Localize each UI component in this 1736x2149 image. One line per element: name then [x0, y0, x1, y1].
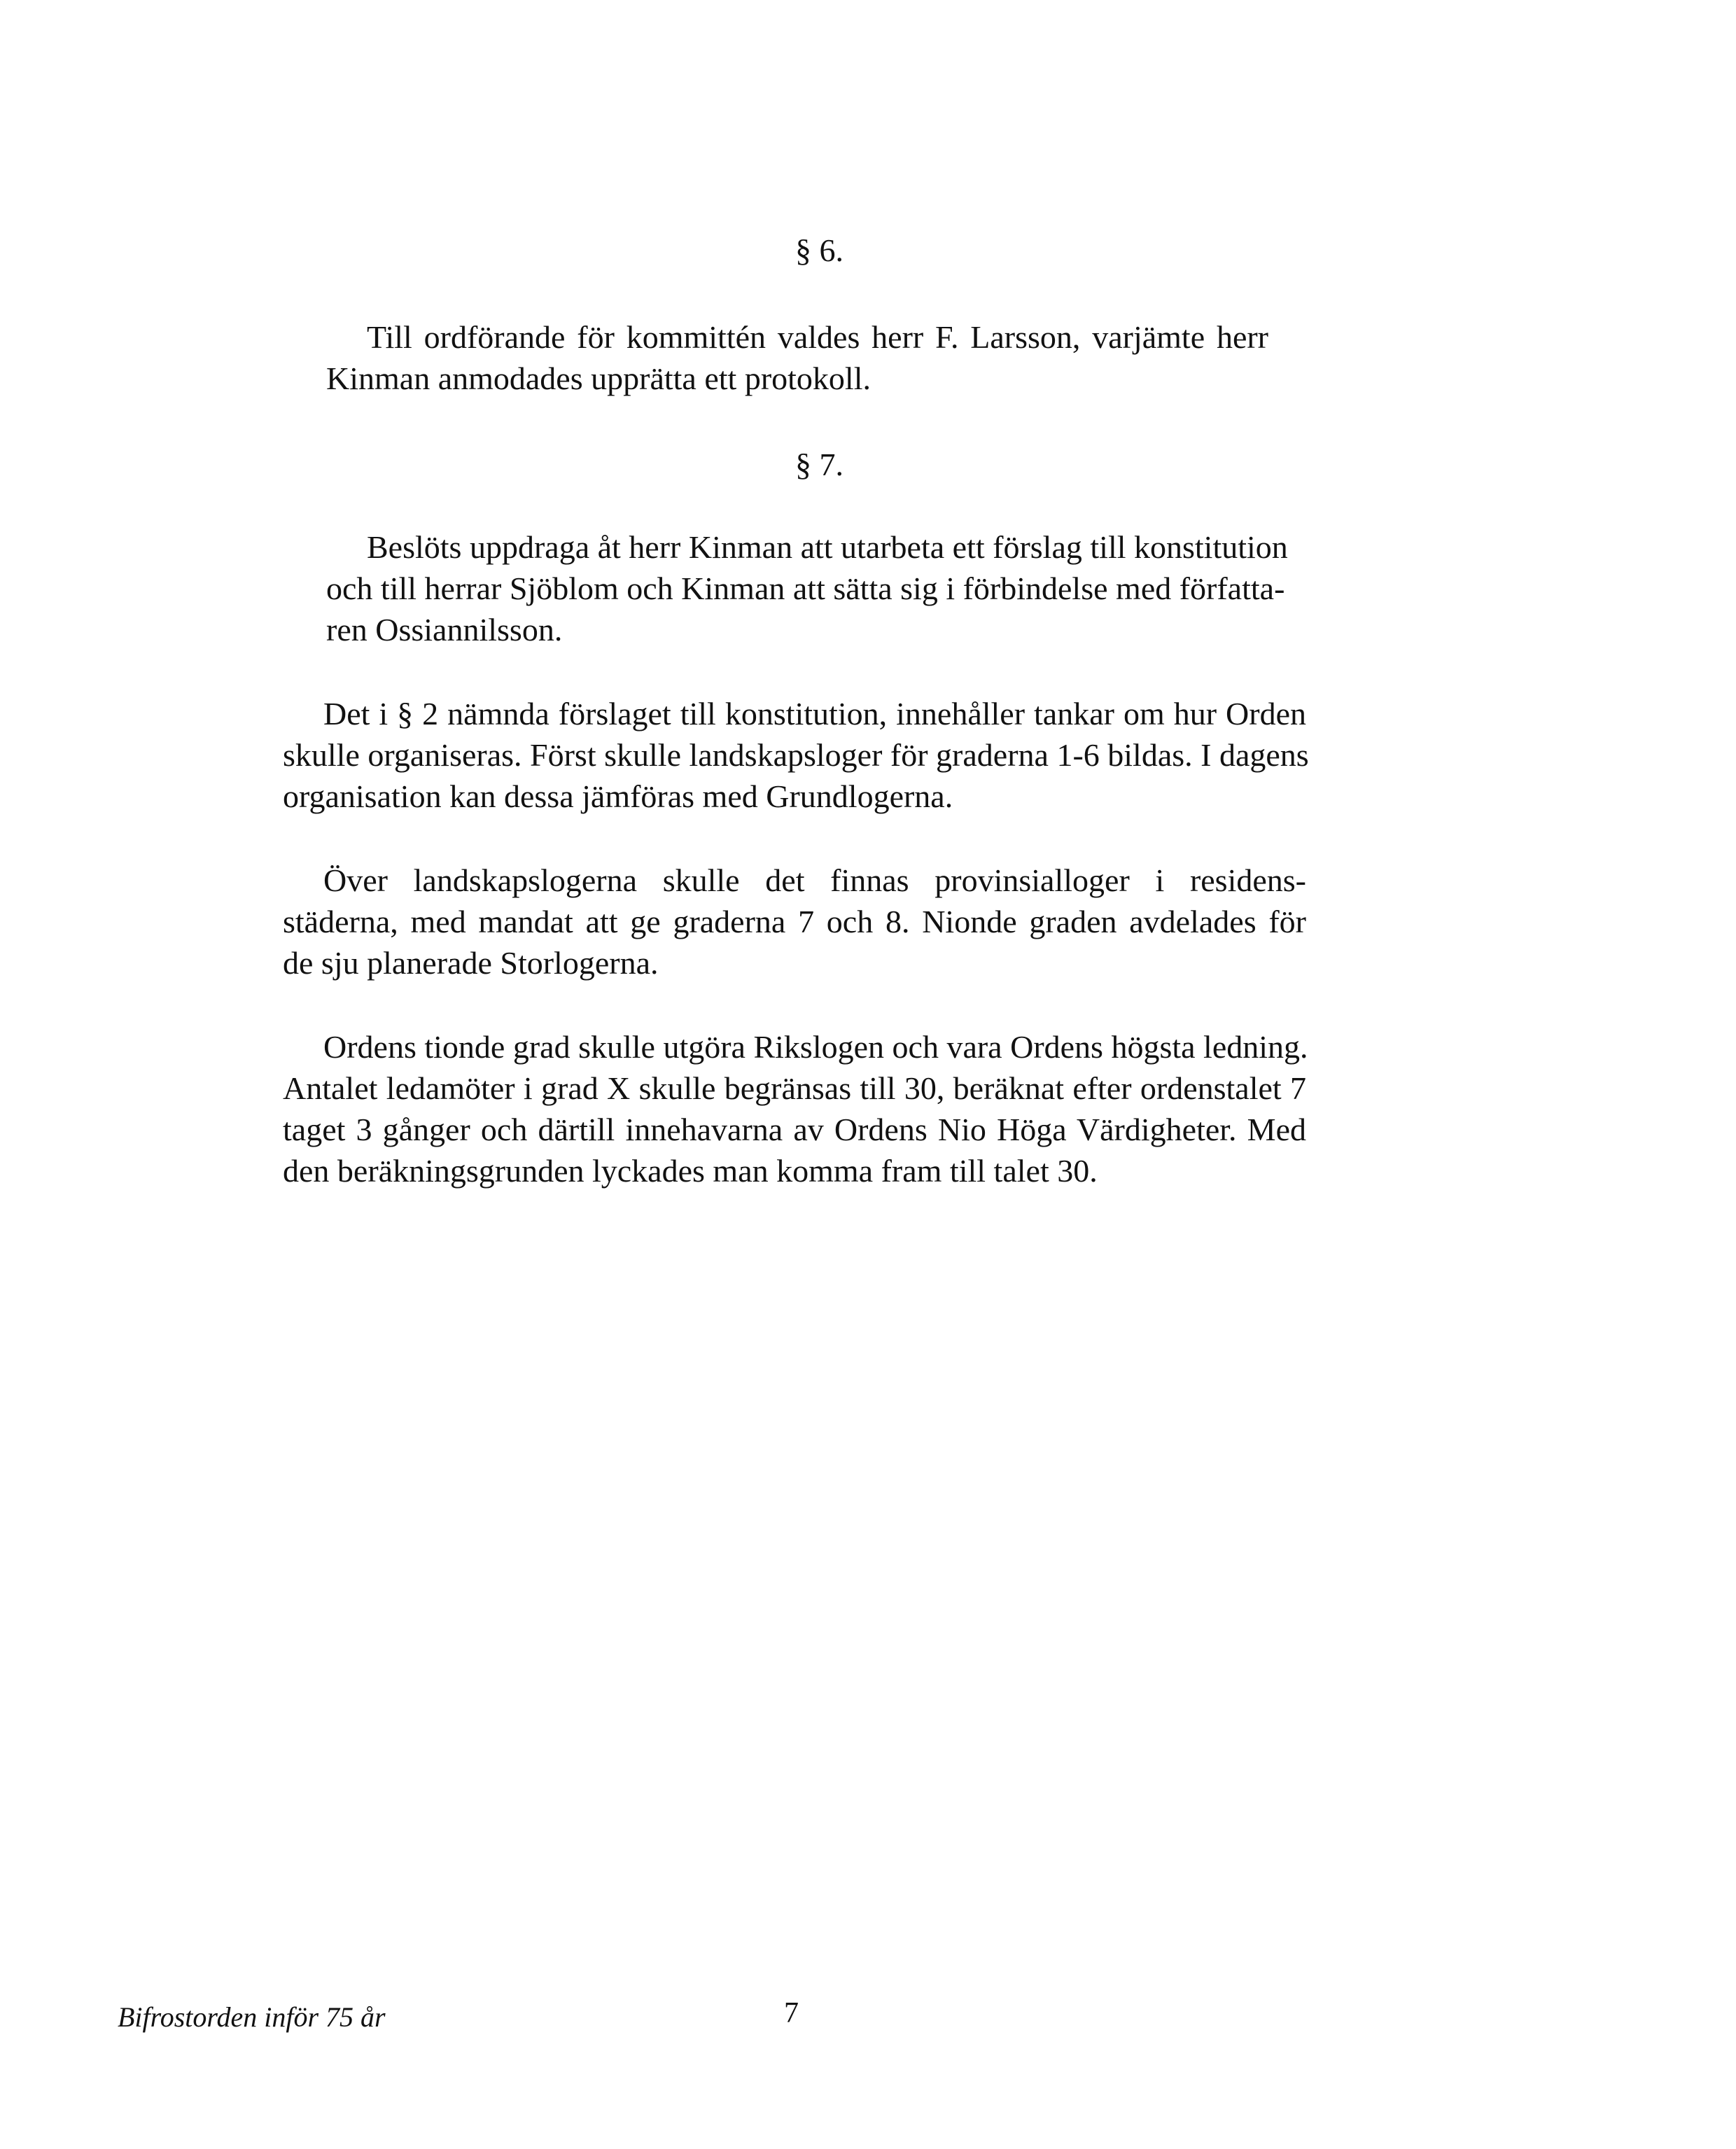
footer-title: Bifrostorden inför 75 år — [118, 2001, 386, 2033]
section-7-heading: § 7. — [795, 447, 844, 482]
text-line: taget 3 gånger och därtill innehavarna av Ordens Nio Höga Värdigheter. Med — [283, 1112, 1306, 1147]
text-line: Över landskapslogerna skulle det finnas provinsialloger i residens- — [323, 862, 1306, 898]
text-line: Ordens tionde grad skulle utgöra Rikslogen och vara Ordens högsta ledning. — [323, 1029, 1308, 1065]
section-7-text — [326, 526, 1288, 650]
text-line: skulle organiseras. Först skulle landskapsloger för graderna 1-6 bildas. I dagens — [283, 737, 1309, 773]
text-line: Kinman anmodades upprätta ett protokoll. — [326, 360, 871, 396]
text-line: ren Ossiannilsson. — [326, 612, 563, 648]
text-line: organisation kan dessa jämföras med Grundlogerna. — [283, 778, 953, 814]
text-line: de sju planerade Storlogerna. — [283, 945, 659, 981]
paragraph-3 — [283, 1026, 1306, 1191]
section-6-text — [326, 316, 1268, 399]
text-line: städerna, med mandat att ge graderna 7 och 8. Nionde graden avdelades för — [283, 904, 1306, 939]
paragraph-1 — [283, 693, 1309, 817]
section-6-heading: § 6. — [795, 232, 844, 268]
text-line: Beslöts uppdraga åt herr Kinman att utarbeta ett förslag till konstitution — [367, 529, 1288, 565]
text-line: Till ordförande för kommittén valdes herr F. Larsson, varjämte herr — [367, 319, 1268, 355]
paragraph-2 — [283, 860, 1306, 983]
text-line: Antalet ledamöter i grad X skulle begränsas till 30, beräknat efter ordenstalet 7 — [283, 1070, 1306, 1106]
text-line: den beräkningsgrunden lyckades man komma fram till talet 30. — [283, 1153, 1098, 1189]
text-line: och till herrar Sjöblom och Kinman att sätta sig i förbindelse med författa- — [326, 570, 1285, 606]
page-number: 7 — [784, 1997, 799, 2029]
text-line: Det i § 2 nämnda förslaget till konstitution, innehåller tankar om hur Orden — [323, 696, 1306, 732]
